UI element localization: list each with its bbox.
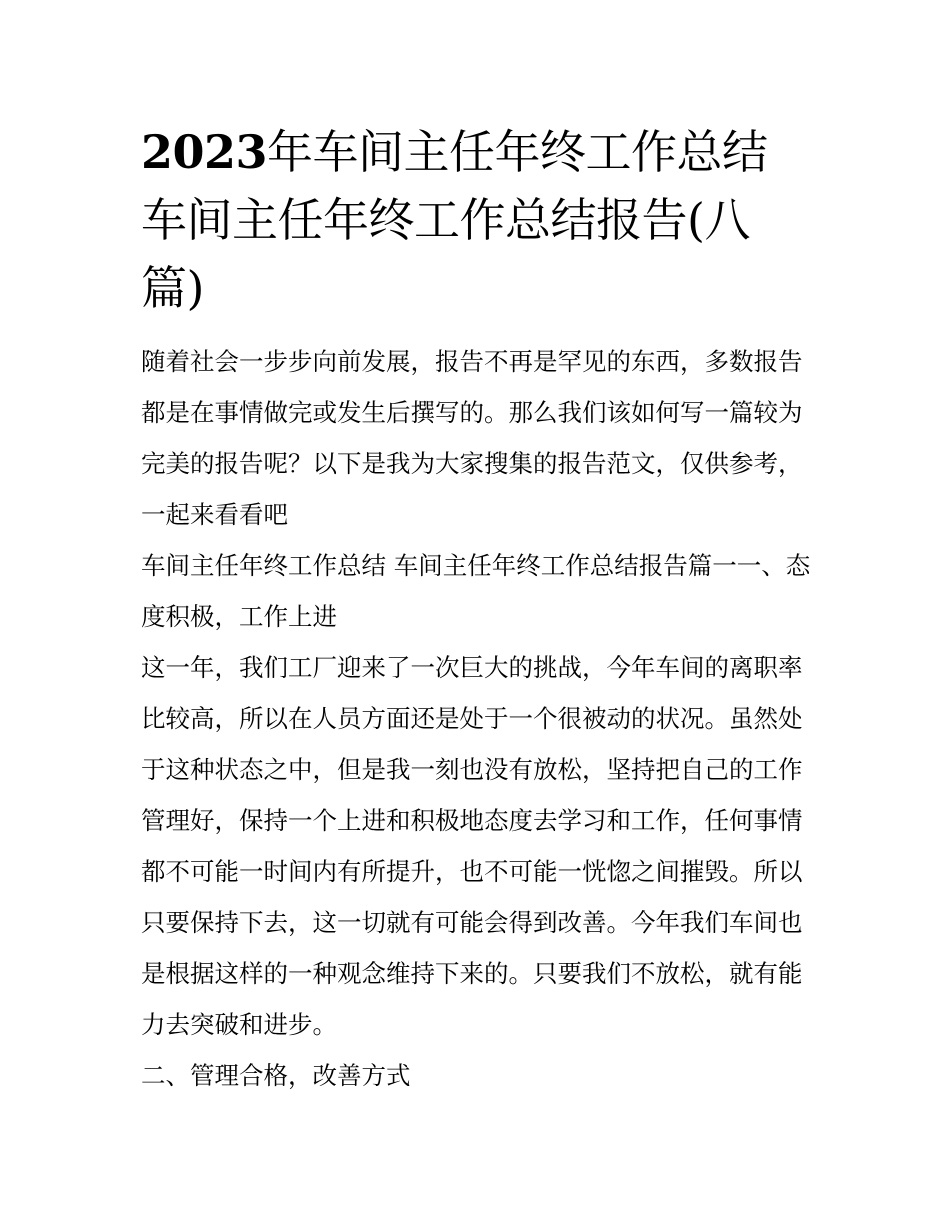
body-paragraph-1: 这一年，我们工厂迎来了一次巨大的挑战，今年车间的离职率比较高，所以在人员方面还是处于一个很被动的状况。虽然处于这种状态之中，但是我一刻也没有放松，坚持把自己的工作管理好，保持一个上进和积极地态度去学习和工作，任何事情都不可能一时间内有所提升，也不可能一恍惚之间摧毁。所以只要保持下去，这一切就有可能会得到改善。今年我们车间也是根据这样的一种观念维持下来的。只要我们不放松，就有能力去突破和进步。 xyxy=(141,653,803,1039)
section-heading-2: 二、管理合格，改善方式 xyxy=(141,1061,411,1090)
section-heading-1: 车间主任年终工作总结 车间主任年终工作总结报告篇一一、态度积极，工作上进 xyxy=(141,551,811,631)
intro-paragraph: 随着社会一步步向前发展，报告不再是罕见的东西，多数报告都是在事情做完或发生后撰写的。那么我们该如何写一篇较为完美的报告呢？以下是我为大家搜集的报告范文，仅供参考，一起来看看吧 xyxy=(141,347,803,529)
title-year: 2023 xyxy=(141,125,268,179)
document-title xyxy=(141,118,811,322)
title-text: 年车间主任年终工作总结车间主任年终工作总结报告(八篇) xyxy=(141,125,768,315)
document-content xyxy=(141,118,811,1101)
